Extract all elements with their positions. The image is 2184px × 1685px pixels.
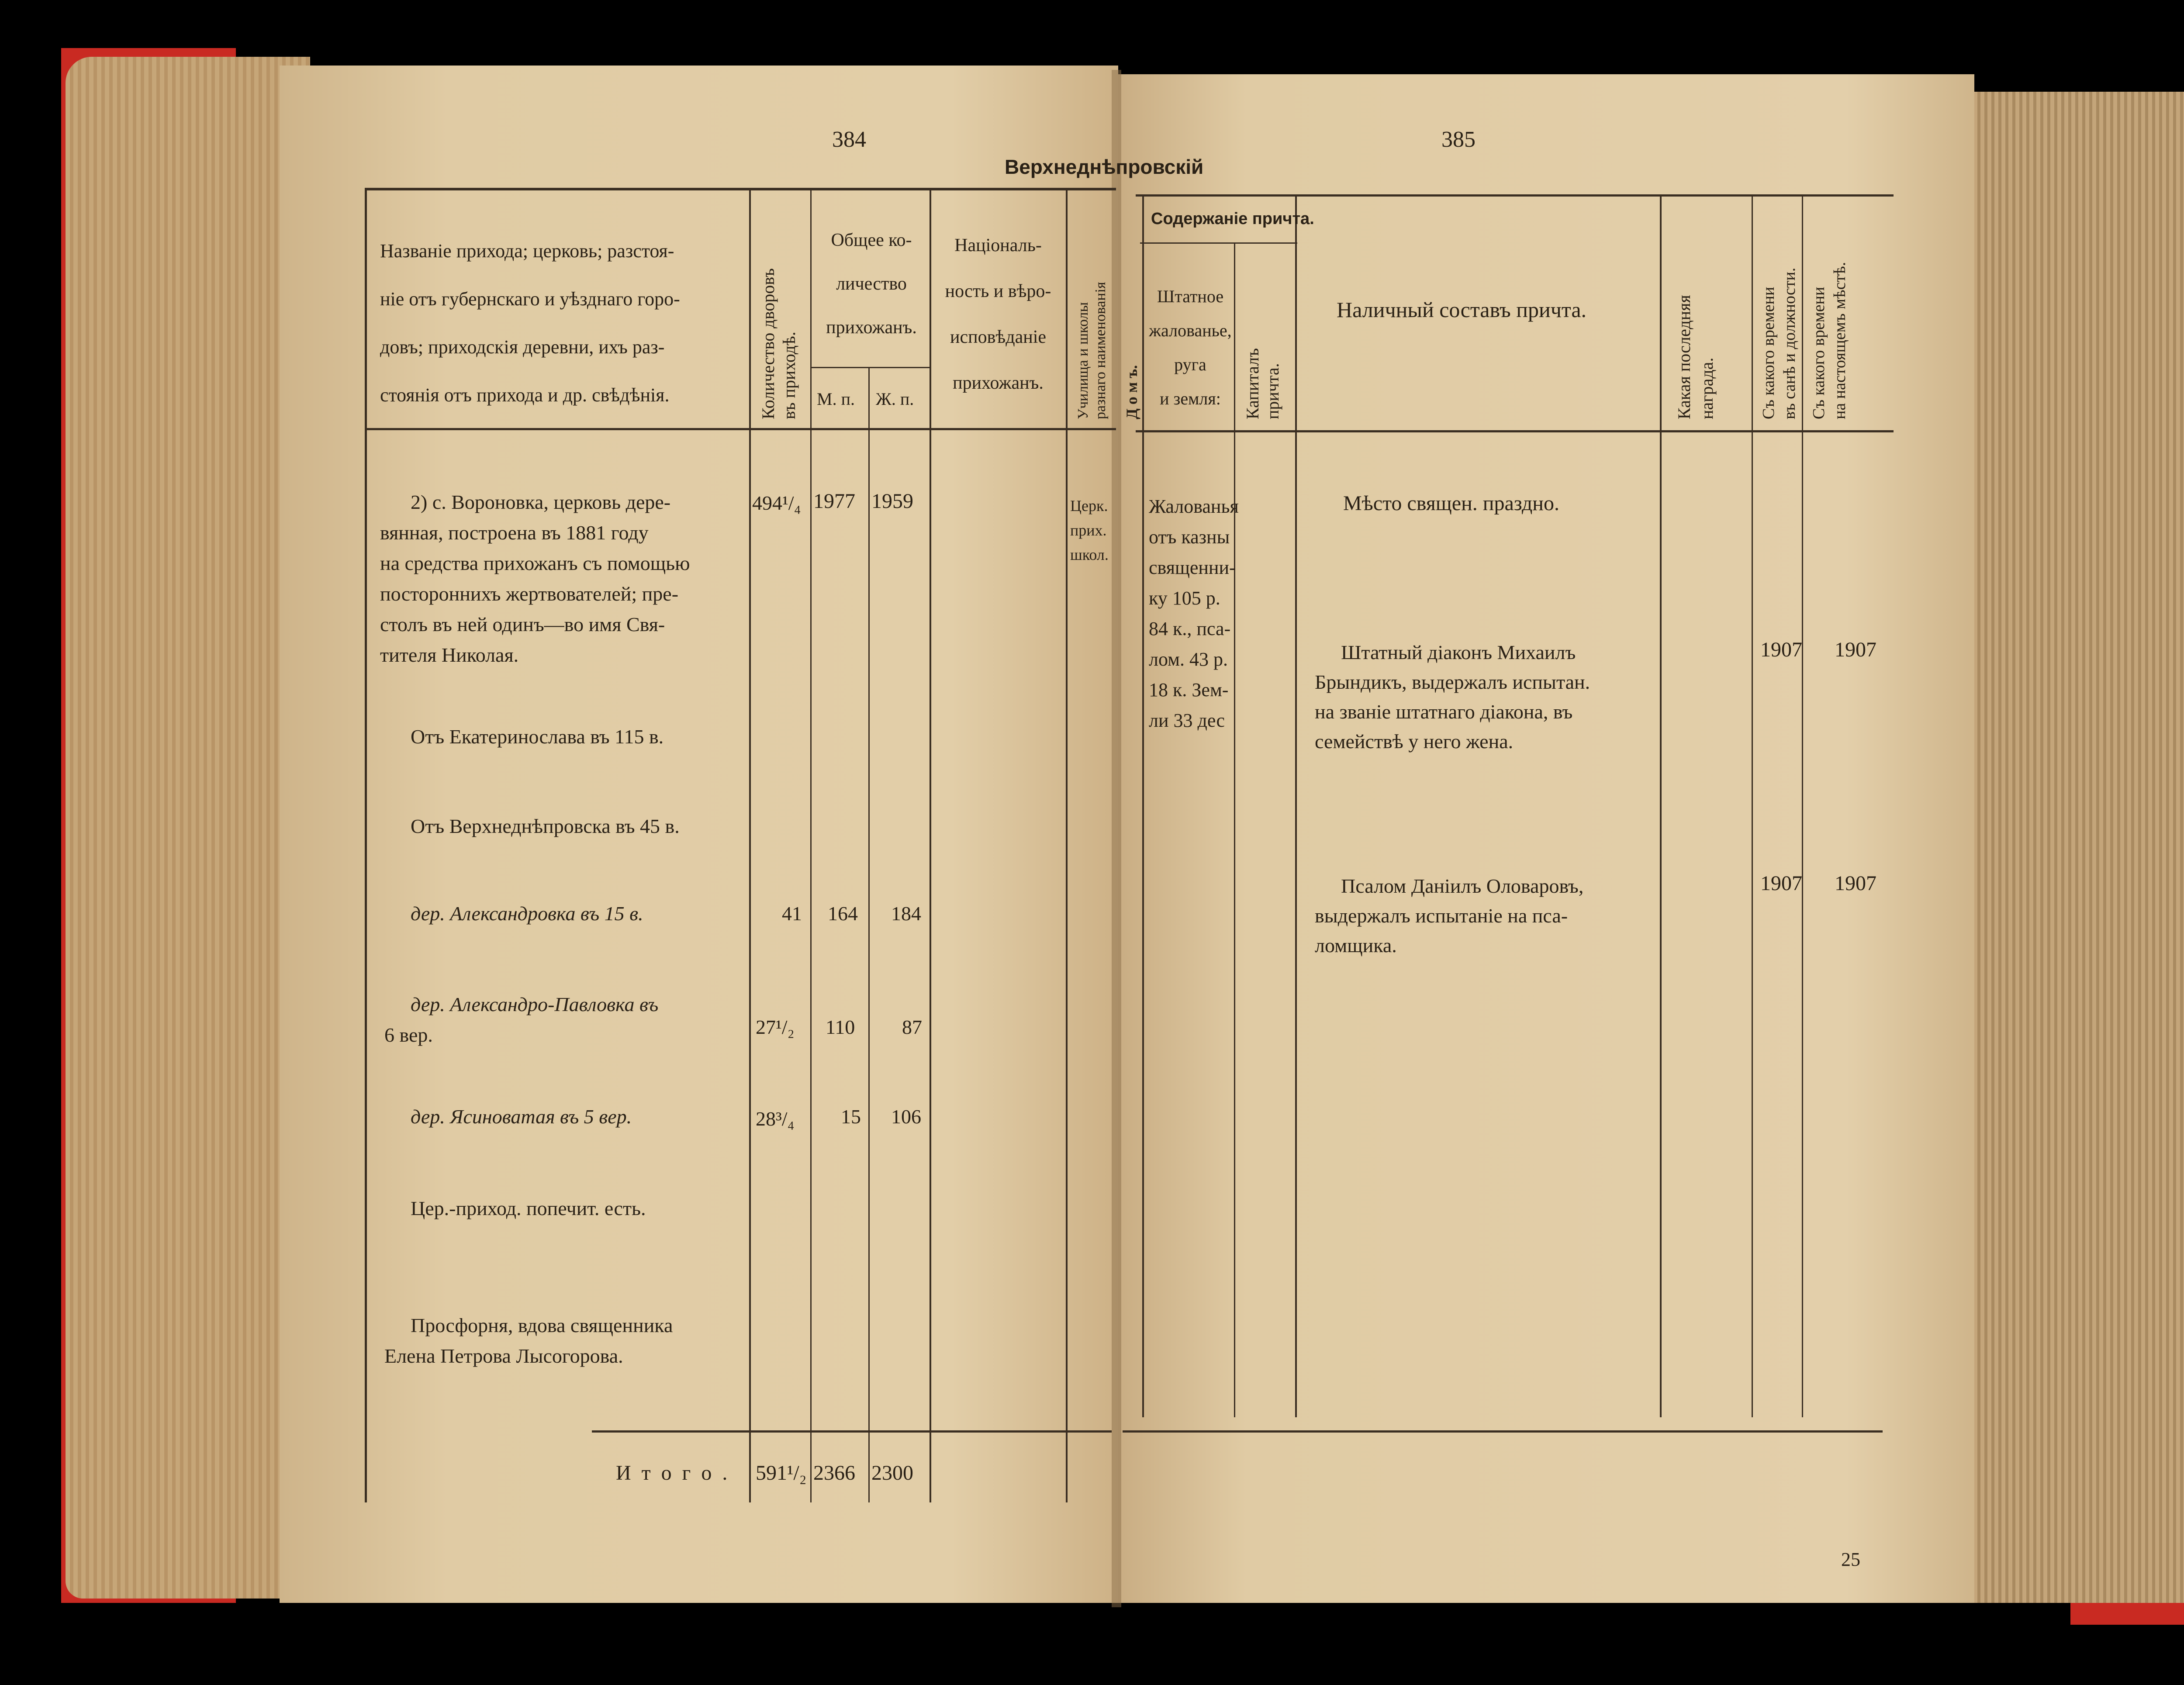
header-f: Ж. п.: [876, 389, 914, 409]
right-page-number: 385: [1441, 127, 1476, 152]
header-m: М. п.: [817, 389, 855, 409]
households-voronovka: 494¹/₄: [752, 492, 801, 514]
gutter: [1112, 70, 1121, 1607]
right-col-rule-5: [1752, 194, 1753, 1417]
m-aleksandro-pavlovka: 110: [826, 1016, 855, 1038]
entry-aleksandro-pavlovka: дер. Александро-Павловка въ 6 вер.: [384, 993, 659, 1046]
m-voronovka: 1977: [813, 490, 855, 513]
entry-distance-ekaterinoslav: Отъ Екатеринослава въ 115 в.: [411, 725, 664, 748]
header-capital: Капиталъ причта.: [1243, 348, 1282, 419]
deacon-since-rank: 1907: [1760, 638, 1802, 661]
school-voronovka: Церк. прих. школ.: [1070, 497, 1109, 563]
total-label: И т о г о .: [616, 1461, 730, 1485]
header-schools: Училища и школы разнаго наименованія: [1075, 282, 1109, 419]
clergy-priest: Мѣсто священ. праздно.: [1343, 492, 1559, 515]
right-col-rule-1: [1142, 194, 1144, 1417]
salary-text: Жалованья отъ казны священни- ку 105 р. 84 к., пса- лом. 43 р. 18 к. Зем- ли 33 дес: [1149, 496, 1239, 731]
f-aleksandrovka: 184: [891, 902, 921, 925]
right-table-bottom-rule: [1123, 1430, 1883, 1433]
entry-voronovka: 2) с. Вороновка, церковь дере- вянная, построена въ 1881 году на средства прихожанъ съ помощью постороннихъ жертвователей; пре- столъ въ ней одинъ—во имя Свя- тителя Николая.: [380, 491, 690, 666]
entry-prosphora: Просфорня, вдова священника Елена Петрова Лысогорова.: [384, 1314, 673, 1367]
left-table-header-rule: [365, 428, 1116, 430]
f-aleksandro-pavlovka: 87: [902, 1016, 922, 1038]
left-total-rule: [592, 1430, 1112, 1433]
right-col-rule-3: [1295, 194, 1297, 1417]
right-page-edges: [1952, 92, 2184, 1603]
deacon-since-place: 1907: [1835, 638, 1876, 661]
left-table-top-rule: [365, 188, 1116, 190]
footer-number: 25: [1841, 1549, 1860, 1570]
header-since-rank: Съ какого времени въ санѣ и должности.: [1759, 267, 1799, 419]
left-col-rule-3: [868, 367, 870, 1502]
households-aleksandro-pavlovka: 27¹/₂: [756, 1016, 795, 1038]
f-voronovka: 1959: [871, 490, 913, 513]
right-table-header-rule: [1136, 430, 1894, 432]
m-aleksandrovka: 164: [828, 902, 858, 925]
left-col-rule-5: [1066, 188, 1068, 1502]
header-clergy: Наличный составъ причта.: [1337, 297, 1587, 322]
right-col-rule-4: [1660, 194, 1662, 1417]
left-page-number: 384: [832, 127, 866, 152]
psalmist-since-rank: 1907: [1760, 872, 1802, 895]
entry-guardianship: Цер.-приход. попечит. есть.: [411, 1197, 646, 1219]
entry-distance-verkhnedneprovsk: Отъ Верхнеднѣпровска въ 45 в.: [411, 815, 680, 837]
header-nationality: Національ- ность и вѣро- исповѣданіе прихожанъ.: [945, 235, 1051, 393]
clergy-psalmist: Псалом Даніилъ Оловаровъ, выдержалъ испытаніе на пса- ломщика.: [1315, 875, 1584, 956]
header-name-col: Названіе прихода; церковь; разстоя- ніе отъ губернскаго и уѣзднаго горо- довъ; приходскія деревни, ихъ раз- стоянія отъ прихода и др. свѣдѣнія.: [380, 240, 680, 406]
households-aleksandrovka: 41: [782, 902, 802, 925]
total-households: 591¹/₂: [756, 1461, 807, 1485]
header-award: Какая последняя награда.: [1674, 295, 1717, 419]
left-sub-rule: [812, 367, 930, 368]
psalmist-since-place: 1907: [1835, 872, 1876, 895]
left-page-edges: [66, 57, 310, 1599]
right-col-rule-6: [1802, 194, 1803, 1417]
header-house: Д о м ъ.: [1123, 365, 1140, 419]
left-col-rule-2: [810, 188, 812, 1502]
header-since-place: Съ какого времени на настоящемъ мѣстѣ.: [1810, 262, 1849, 419]
households-yasinovataya: 28³/₄: [756, 1108, 795, 1130]
right-table-top-rule: [1136, 194, 1894, 197]
header-upkeep: Содержаніе причта.: [1151, 210, 1314, 228]
total-m: 2366: [813, 1461, 855, 1485]
right-upkeep-rule: [1140, 242, 1297, 244]
entry-aleksandrovka: дер. Александровка въ 15 в.: [411, 902, 643, 925]
m-yasinovataya: 15: [841, 1105, 861, 1128]
f-yasinovataya: 106: [891, 1105, 921, 1128]
left-table-left-rule: [365, 188, 367, 1502]
left-col-rule-1: [749, 188, 751, 1502]
header-households: Количество дворовъ въ приходѣ.: [758, 268, 799, 419]
left-col-rule-4: [930, 188, 931, 1502]
clergy-deacon: Штатный діаконъ Михаилъ Брындикъ, выдержалъ испытан. на званіе штатнаго діакона, въ семействѣ у него жена.: [1315, 641, 1590, 753]
entry-yasinovataya: дер. Ясиноватая въ 5 вер.: [411, 1105, 632, 1128]
running-head: Верхнеднѣпровскій: [1005, 155, 1204, 178]
header-staff-salary: Штатное жалованье, руга и земля:: [1149, 287, 1232, 408]
right-col-rule-2: [1234, 242, 1235, 1417]
total-f: 2300: [871, 1461, 913, 1485]
header-total: Общее ко- личество прихожанъ.: [826, 230, 917, 338]
